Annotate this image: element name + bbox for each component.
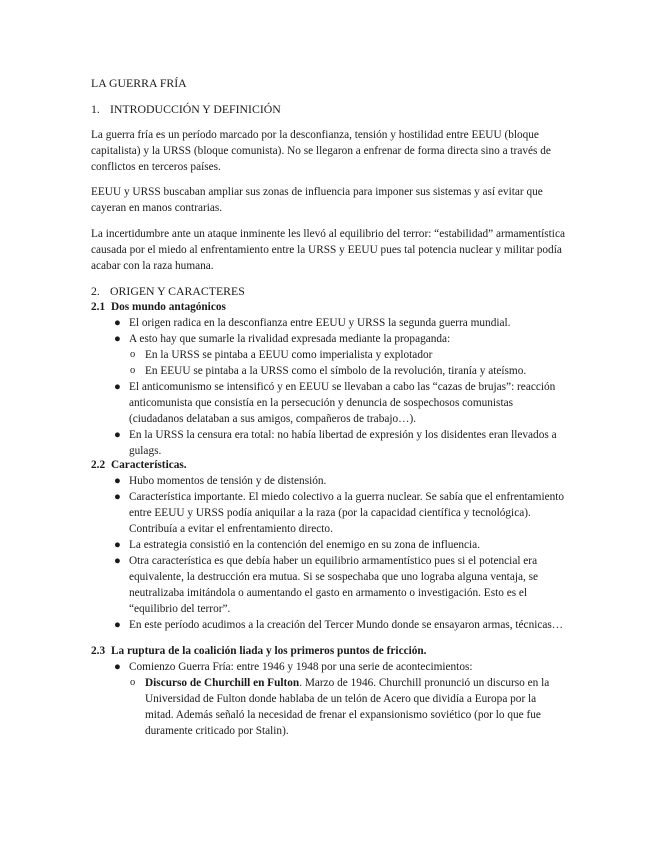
section-1-heading [91,101,281,117]
list-item-text: Comienzo Guerra Fría: entre 1946 y 1948 por una serie de acontecimientos: [129,661,473,673]
list-item-text: En la URSS se pintaba a EEUU como imperialista y explotador [145,349,433,361]
bullet-icon: ● [114,491,121,503]
list-item-text: En este período acudimos a la creación del Tercer Mundo donde se ensayaron armas, técnicas… [129,619,564,631]
circle-bullet-icon: o [130,349,136,360]
subsection-2-3-title: La ruptura de la coalición liada y los primeros puntos de fricción. [111,645,427,657]
list-item [114,659,566,675]
list-item [114,537,566,553]
list-item-text: Otra característica es que debía haber un equilibrio armamentístico pues si el potencial era equivalente, la destrucción era mutua. Si se sospechaba que uno lograba alguna ventaja, se neutralizaba imitándola o aumentando el gasto en armamento o investigación. Esto es el “equilibrio del terror”. [129,555,539,615]
subsection-2-2-title: Características. [111,459,187,471]
bullet-icon: ● [114,475,121,487]
list-item-text: En EEUU se pintaba a la URSS como el símbolo de la revolución, tiranía y ateísmo. [145,365,527,377]
subsection-2-2-number: 2.2 [91,459,106,471]
document-title: LA GUERRA FRÍA [91,76,187,90]
bullet-icon: ● [114,429,121,441]
subsection-2-1-number: 2.1 [91,301,106,313]
section-2-title: ORIGEN Y CARACTERES [110,284,245,298]
section-1-paragraph-1: La guerra fría es un período marcado por la desconfianza, tensión y hostilidad entre EEUU (bloque capitalista) y la URSS (bloque comunista). No se llegaron a enfrenar de forma directa sino a través de conflictos en terceros países. [91,129,551,173]
subsection-2-1-heading [91,299,226,315]
subsection-2-3-sublist [130,675,566,739]
circle-bullet-icon: o [130,677,136,688]
circle-bullet-icon: o [130,365,136,376]
subsection-2-1-sublist [130,347,566,379]
list-item-text: El origen radica en la desconfianza entre EEUU y URSS la segunda guerra mundial. [129,317,511,329]
list-item [114,379,566,427]
list-item [114,473,566,489]
section-1-title: INTRODUCCIÓN Y DEFINICIÓN [110,102,281,116]
list-item [130,675,566,739]
list-item-text: La estrategia consistió en la contención del enemigo en su zona de influencia. [129,539,481,551]
bullet-icon: ● [114,619,121,631]
list-item [114,427,566,459]
bullet-icon: ● [114,539,121,551]
list-item [114,553,566,617]
subsection-2-1-title: Dos mundo antagónicos [111,301,226,313]
subsection-2-2-list [114,473,566,633]
list-item-text: En la URSS la censura era total: no había libertad de expresión y los disidentes eran llevados a gulags. [129,429,557,457]
bullet-icon: ● [114,381,121,393]
list-item [114,315,566,331]
subsection-2-1-list [114,315,566,347]
list-item-bold-text: Discurso de Churchill en Fulton [145,677,300,689]
list-item-text: El anticomunismo se intensificó y en EEUU se llevaban a cabo las “cazas de brujas”: reacción anticomunista que consistía en la persecución y denuncia de sospechosos comunistas (ciudadanos delataban a sus amigos, compañeros de trabajo…). [129,381,556,425]
bullet-icon: ● [114,333,121,345]
list-item [114,617,566,633]
subsection-2-2-heading [91,457,187,473]
section-1-number: 1. [91,102,100,116]
subsection-2-3-number: 2.3 [91,645,106,657]
bullet-icon: ● [114,317,121,329]
subsection-2-1-list-continued [114,379,566,459]
list-item [114,489,566,537]
bullet-icon: ● [114,661,121,673]
list-item-text: . Marzo de 1946. Churchill pronunció un discurso en la Universidad de Fulton donde hablaba de un telón de Acero que dividía a Europa por la mitad. Además señaló la necesidad de frenar el expansionismo soviético (por lo que fue duramente criticado por Stalin). [145,677,550,737]
section-2-heading [91,283,245,299]
list-item-text: A esto hay que sumarle la rivalidad expresada mediante la propaganda: [129,333,451,345]
list-item [130,363,566,379]
list-item [114,331,566,347]
subsection-2-3-heading [91,643,427,659]
list-item [130,347,566,363]
section-1-paragraph-2: EEUU y URSS buscaban ampliar sus zonas de influencia para imponer sus sistemas y así evitar que cayeran en manos contrarias. [91,186,543,214]
section-1-paragraph-3: La incertidumbre ante un ataque inminente les llevó al equilibrio del terror: “estabilidad” armamentística causada por el miedo al enfrentamiento entre la URSS y EEUU pues tal potencia nuclear y militar podía acabar con la raza humana. [91,228,565,272]
subsection-2-3-list [114,659,566,675]
bullet-icon: ● [114,555,121,567]
list-item-text: Característica importante. El miedo colectivo a la guerra nuclear. Se sabía que el enfrentamiento entre EEUU y URSS podía aniquilar a la raza (por la capacidad científica y tecnológica). Contribuía a evitar el enfrentamiento directo. [129,491,565,535]
list-item-text: Hubo momentos de tensión y de distensión. [129,475,327,487]
section-2-number: 2. [91,284,100,298]
